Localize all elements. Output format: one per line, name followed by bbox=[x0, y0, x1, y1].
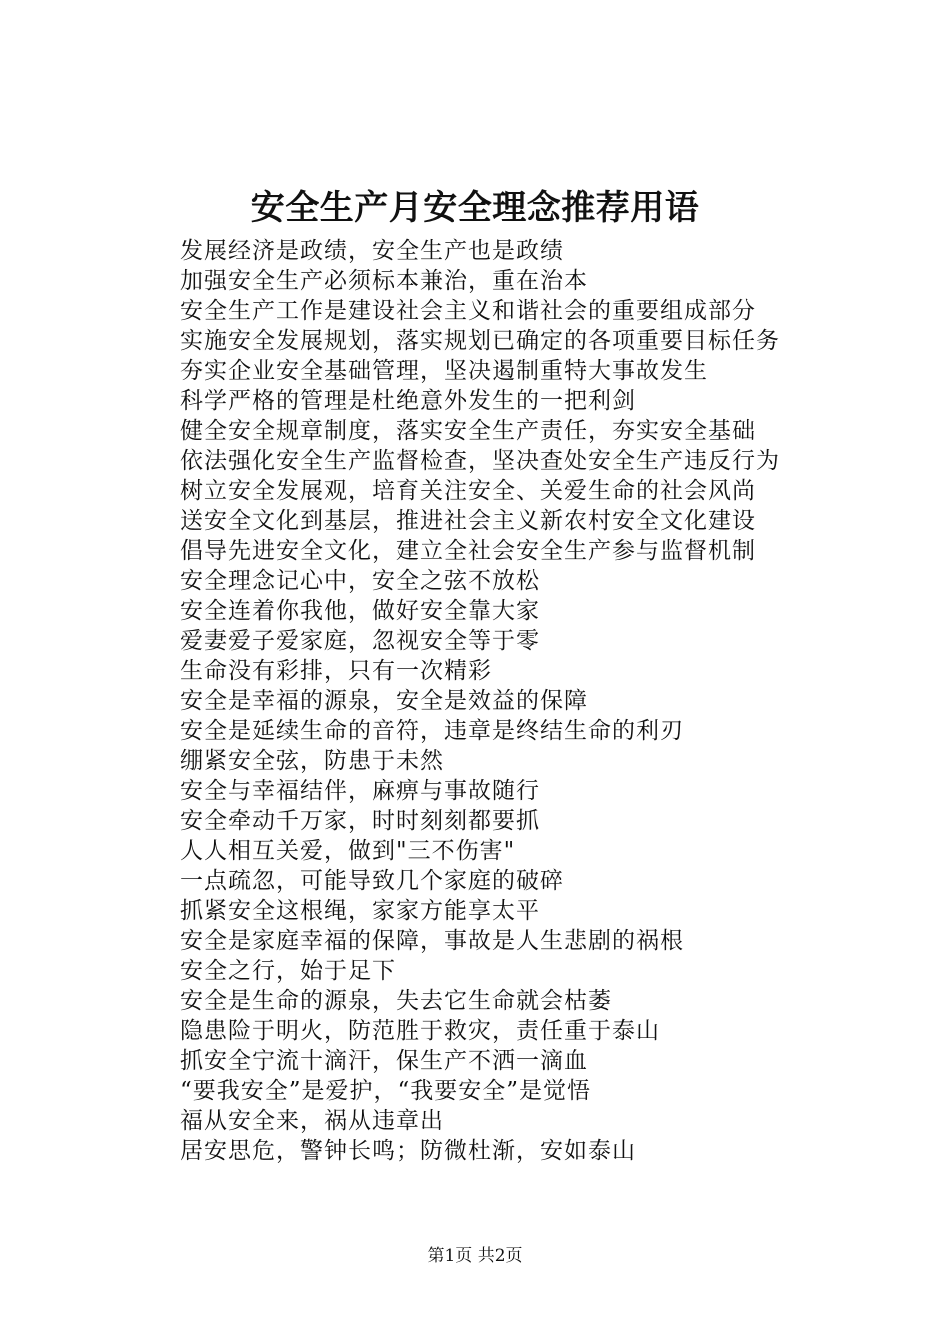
slogan-line: 倡导先进安全文化，建立全社会安全生产参与监督机制 bbox=[180, 538, 756, 564]
slogan-line: 安全之行，始于足下 bbox=[180, 958, 396, 984]
page-number: 第1页 共2页 bbox=[427, 1246, 523, 1266]
slogan-line: 安全是家庭幸福的保障，事故是人生悲剧的祸根 bbox=[180, 928, 684, 954]
slogan-line: 人人相互关爱，做到"三不伤害" bbox=[180, 838, 516, 864]
slogan-line: 安全是生命的源泉，失去它生命就会枯萎 bbox=[180, 988, 612, 1014]
slogan-line: 抓紧安全这根绳，家家方能享太平 bbox=[180, 898, 540, 924]
slogan-line: 加强安全生产必须标本兼治，重在治本 bbox=[180, 268, 588, 294]
slogan-line: 一点疏忽，可能导致几个家庭的破碎 bbox=[180, 868, 564, 894]
slogan-line: 科学严格的管理是杜绝意外发生的一把利剑 bbox=[180, 388, 636, 414]
slogan-line: 爱妻爱子爱家庭，忽视安全等于零 bbox=[180, 628, 540, 654]
slogan-line: 发展经济是政绩，安全生产也是政绩 bbox=[180, 238, 564, 264]
slogan-line: 树立安全发展观，培育关注安全、关爱生命的社会风尚 bbox=[180, 478, 756, 504]
slogan-line: 安全理念记心中，安全之弦不放松 bbox=[180, 568, 540, 594]
slogan-line: “要我安全”是爱护，“我要安全”是觉悟 bbox=[180, 1078, 592, 1104]
slogan-line: 抓安全宁流十滴汗，保生产不洒一滴血 bbox=[180, 1048, 588, 1074]
slogan-line: 安全与幸福结伴，麻痹与事故随行 bbox=[180, 778, 540, 804]
slogan-line: 福从安全来，祸从违章出 bbox=[180, 1108, 444, 1134]
slogan-line: 健全安全规章制度，落实安全生产责任，夯实安全基础 bbox=[180, 418, 756, 444]
slogan-line: 安全是延续生命的音符，违章是终结生命的利刃 bbox=[180, 718, 684, 744]
slogan-line: 实施安全发展规划，落实规划已确定的各项重要目标任务 bbox=[180, 328, 780, 354]
slogan-line: 安全牵动千万家，时时刻刻都要抓 bbox=[180, 808, 540, 834]
document-title: 安全生产月安全理念推荐用语 bbox=[250, 188, 700, 228]
slogan-line: 依法强化安全生产监督检查，坚决查处安全生产违反行为 bbox=[180, 448, 780, 474]
slogan-line: 绷紧安全弦，防患于未然 bbox=[180, 748, 444, 774]
slogan-line: 居安思危，警钟长鸣；防微杜渐，安如泰山 bbox=[180, 1138, 636, 1164]
slogan-line: 隐患险于明火，防范胜于救灾，责任重于泰山 bbox=[180, 1018, 660, 1044]
slogan-line: 安全生产工作是建设社会主义和谐社会的重要组成部分 bbox=[180, 298, 756, 324]
slogan-list bbox=[180, 236, 840, 1166]
slogan-line: 夯实企业安全基础管理，坚决遏制重特大事故发生 bbox=[180, 358, 708, 384]
slogan-line: 送安全文化到基层，推进社会主义新农村安全文化建设 bbox=[180, 508, 756, 534]
slogan-line: 安全是幸福的源泉，安全是效益的保障 bbox=[180, 688, 588, 714]
slogan-line: 安全连着你我他，做好安全靠大家 bbox=[180, 598, 540, 624]
slogan-line: 生命没有彩排，只有一次精彩 bbox=[180, 658, 492, 684]
